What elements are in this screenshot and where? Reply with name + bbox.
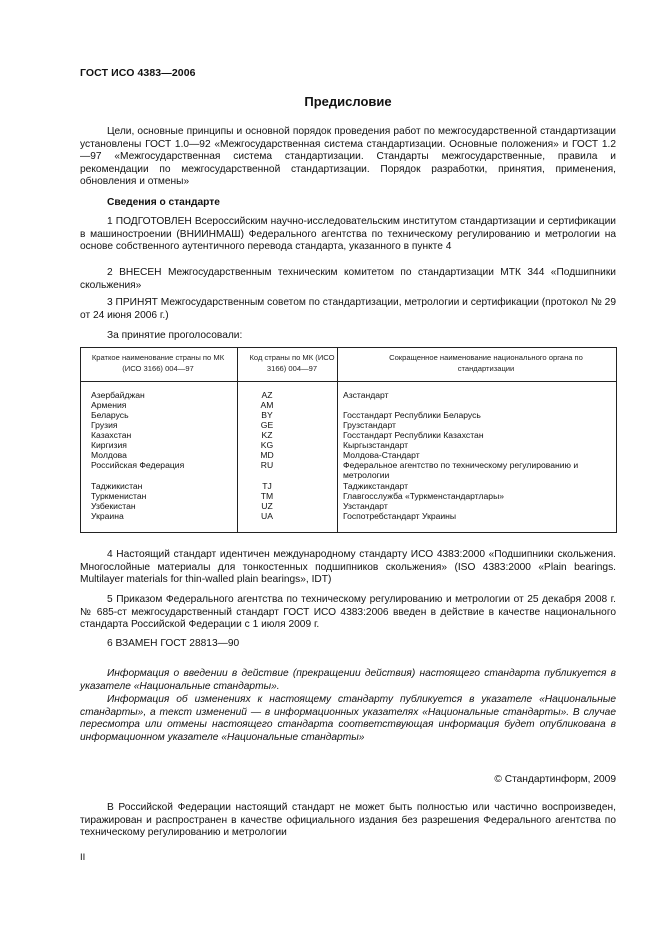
- table-row: [81, 390, 616, 400]
- table-header-country: Краткое наименование страны по МК (ИСО 3166) 004—97: [91, 353, 225, 373]
- voting-table: [80, 347, 617, 533]
- page-title: Предисловие: [304, 94, 392, 109]
- table-row: [81, 430, 616, 440]
- item-2-paragraph: 2 ВНЕСЕН Межгосударственным техническим комитетом по стандартизации МТК 344 «Подшипники скольжения»: [80, 267, 616, 291]
- table-header-body: Сокращенное наименование национального органа по стандартизации: [389, 353, 583, 373]
- country-name-cell: Грузия: [91, 420, 118, 430]
- country-name-cell: Киргизия: [91, 440, 127, 450]
- voted-label: За принятие проголосовали:: [107, 330, 243, 341]
- country-code-cell: KZ: [261, 430, 273, 440]
- country-code-cell: RU: [260, 460, 274, 470]
- standards-body-cell: Азстандарт: [343, 390, 389, 400]
- rights-paragraph: В Российской Федерации настоящий стандарт не может быть полностью или частично воспроизведен, тиражирован и распространен в качестве официального издания без разрешения Федерального агентства по техническому регулированию и метрологии: [80, 802, 616, 839]
- item-3-paragraph: 3 ПРИНЯТ Межгосударственным советом по стандартизации, метрологии и сертификации (протокол № 29 от 24 июня 2006 г.): [80, 297, 616, 321]
- table-row: [81, 491, 616, 501]
- country-name-cell: Туркменистан: [91, 491, 147, 501]
- document-code-header: ГОСТ ИСО 4383—2006: [80, 67, 196, 79]
- table-row: [81, 481, 616, 491]
- standards-body-cell: Федеральное агентство по техническому регулированию и метрологии: [343, 460, 579, 481]
- country-code-cell: BY: [261, 410, 273, 420]
- table-row: [81, 511, 616, 521]
- country-name-cell: Казахстан: [91, 430, 132, 440]
- country-code-cell: GE: [260, 420, 274, 430]
- country-name-cell: Украина: [91, 511, 124, 521]
- country-code-cell: AM: [260, 400, 274, 410]
- page-number: II: [80, 852, 86, 863]
- section-heading: Сведения о стандарте: [107, 197, 220, 208]
- country-code-cell: UZ: [261, 501, 273, 511]
- country-name-cell: Российская Федерация: [91, 460, 185, 470]
- standards-body-cell: Молдова-Стандарт: [343, 450, 420, 460]
- standards-body-cell: Таджикстандарт: [343, 481, 409, 491]
- country-name-cell: Азербайджан: [91, 390, 145, 400]
- standards-body-cell: Узстандарт: [343, 501, 388, 511]
- info-paragraph-changes: Информация об изменениях к настоящему стандарту публикуется в указателе «Национальные стандарты», а текст изменений — в информационных указателях «Национальные стандарты». В случае пересмотра или отмены настоящего стандарта соответствующая информация будет опубликована в информационном указателе «Национальные стандарты»: [80, 694, 616, 743]
- table-row: [81, 501, 616, 511]
- standards-body-cell: Главгосслужба «Туркменстандартлары»: [343, 491, 505, 501]
- country-code-cell: UA: [261, 511, 273, 521]
- country-name-cell: Беларусь: [91, 410, 129, 420]
- table-row: [81, 400, 616, 410]
- table-row: [81, 420, 616, 430]
- country-code-cell: TM: [260, 491, 274, 501]
- item-1-paragraph: 1 ПОДГОТОВЛЕН Всероссийским научно-исследовательским институтом стандартизации и сертификации в машиностроении (ВНИИНМАШ) Федерального агентства по техническому регулированию и метрологии на основе собственного аутентичного перевода стандарта, указанного в пункте 4: [80, 216, 616, 253]
- country-name-cell: Таджикистан: [91, 481, 143, 491]
- standards-body-cell: Госстандарт Республики Казахстан: [343, 430, 484, 440]
- table-header: [81, 348, 616, 382]
- table-row: [81, 450, 616, 460]
- standards-body-cell: Кыргызстандарт: [343, 440, 409, 450]
- item-4-paragraph: 4 Настоящий стандарт идентичен международному стандарту ИСО 4383:2000 «Подшипники скольжения. Многослойные материалы для тонкостенных подшипников скольжения» (ISO 4383:2000 «Plain bearings. Multilayer materials for thin-walled plain bearings», IDT): [80, 549, 616, 586]
- table-row: [81, 410, 616, 420]
- item-6-paragraph: 6 ВЗАМЕН ГОСТ 28813—90: [107, 638, 240, 649]
- standards-body-cell: Грузстандарт: [343, 420, 396, 430]
- table-row: [81, 460, 616, 481]
- country-name-cell: Армения: [91, 400, 127, 410]
- standards-body-cell: Госстандарт Республики Беларусь: [343, 410, 481, 420]
- country-code-cell: KG: [260, 440, 274, 450]
- standards-body-cell: Госпотребстандарт Украины: [343, 511, 457, 521]
- table-row: [81, 440, 616, 450]
- country-code-cell: AZ: [261, 390, 273, 400]
- country-code-cell: TJ: [262, 481, 272, 491]
- intro-paragraph: Цели, основные принципы и основной порядок проведения работ по межгосударственной стандартизации установлены ГОСТ 1.0—92 «Межгосударственная система стандартизации. Основные положения» и ГОСТ 1.2—97 «Межгосударственная система стандартизации. Стандарты межгосударственные, правила и рекомендации по межгосударственной стандартизации. Порядок разработки, принятия, применения, обновления и отмены»: [80, 126, 616, 188]
- country-code-cell: MD: [260, 450, 274, 460]
- info-paragraph-introduction: Информация о введении в действие (прекращении действия) настоящего стандарта публикуется в указателе «Национальные стандарты».: [80, 668, 616, 692]
- item-5-paragraph: 5 Приказом Федерального агентства по техническому регулированию и метрологии от 25 декабря 2008 г. № 685-ст межгосударственный стандарт ГОСТ ИСО 4383:2006 введен в действие в качестве национального стандарта Российской Федерации с 1 июля 2009 г.: [80, 594, 616, 631]
- country-name-cell: Молдова: [91, 450, 127, 460]
- copyright-notice: © Стандартинформ, 2009: [494, 774, 616, 785]
- table-header-code: Код страны по МК (ИСО 3166) 004—97: [249, 353, 335, 373]
- country-name-cell: Узбекистан: [91, 501, 136, 511]
